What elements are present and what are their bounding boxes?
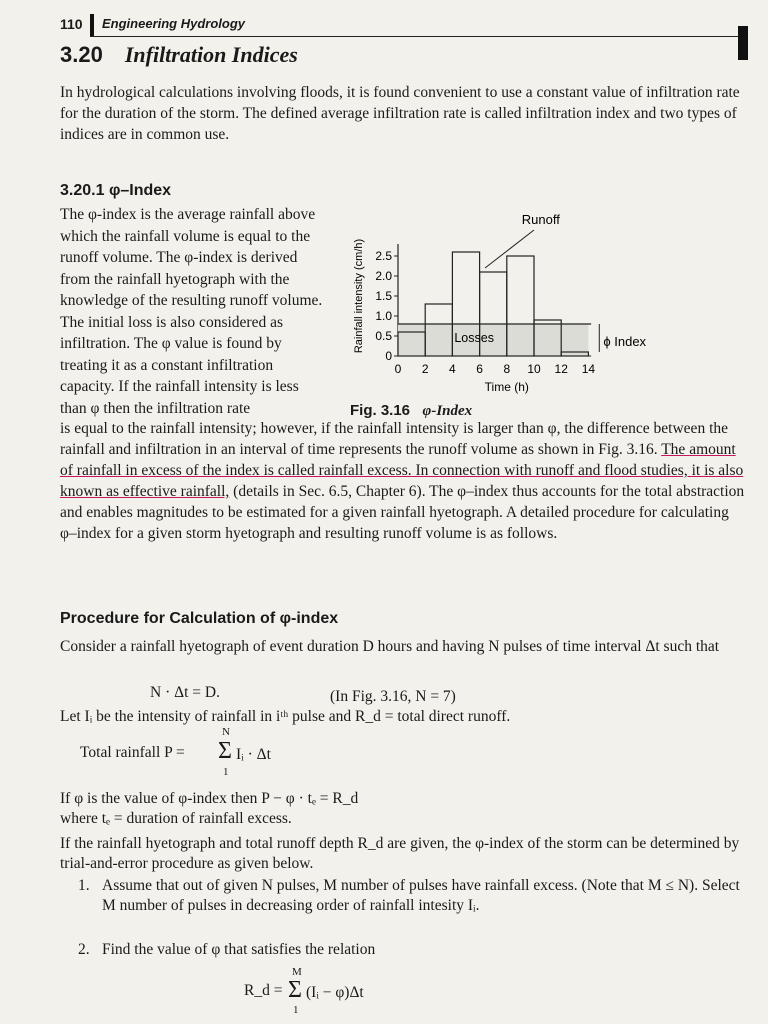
page-header (60, 12, 750, 40)
x-tick-label: 10 (527, 362, 541, 376)
header-bar (90, 14, 94, 36)
losses-label: Losses (454, 331, 494, 345)
x-axis-title: Time (h) (484, 380, 529, 394)
total-rainfall-label: Total rainfall P = (80, 744, 185, 761)
phi-continued-text (60, 418, 745, 544)
continued-part-b: The amount of rainfall in excess of the index is called rainfall excess. (60, 441, 736, 479)
phi-index-figure (346, 206, 746, 406)
final-sum-lower: 1 (293, 1004, 299, 1016)
x-tick-label: 6 (476, 362, 483, 376)
subsection-number: 3.20.1 (60, 182, 105, 199)
total-rainfall-expression: Iᵢ · Δt (236, 746, 271, 763)
figure-caption-label: Fig. 3.16 (350, 402, 411, 419)
section-number: 3.20 (60, 42, 103, 67)
step-2-text: Find the value of φ that satisfies the relation (102, 941, 376, 958)
phi-index-label: ϕ Index (603, 334, 647, 349)
phi-definition-text: The φ-index is the average rainfall above which the rainfall volume is equal to the runoff volume. The φ-index is derived from the rainfall hyetograph with the knowledge of the resulting runoff volume. The initial loss is also considered as infiltration. The φ value is found by treating it as a constant infiltration capacity. If the rainfall intensity is less than φ then the infiltration rate (60, 206, 323, 417)
procedure-line-2: Let Iᵢ be the intensity of rainfall in iᵗʰ pulse and R_d = total direct runoff. (60, 708, 511, 725)
summation-symbol: Σ (218, 738, 232, 764)
procedure-line-1: Consider a rainfall hyetograph of event duration D hours and having N pulses of time interval Δt such that (60, 638, 720, 655)
x-tick-label: 12 (554, 362, 568, 376)
sum-upper-limit: N (222, 726, 230, 738)
header-rule (90, 36, 748, 37)
runoff-arrow (485, 230, 534, 268)
step-2-number: 2. (78, 941, 90, 958)
figure-caption-title: φ-Index (422, 403, 473, 419)
x-tick-label: 14 (581, 362, 596, 376)
where-line: where tₑ = duration of rainfall excess. (60, 810, 292, 827)
subsection-heading (60, 182, 171, 200)
procedure-heading: Procedure for Calculation of φ-index (60, 610, 339, 627)
final-summation-symbol: Σ (288, 977, 302, 1003)
y-tick-label: 2.0 (375, 269, 392, 283)
final-equation-lhs: R_d = (244, 982, 283, 999)
continued-part-d: (details in Sec. 6.5, Chapter 6). The φ–index thus accounts for the total abstraction and enables magnitudes to be estimated for a given rainfall hyetograph. A detailed procedure for calculating φ–index for a given storm hyetograph and resulting runoff volume is as follows. (60, 483, 745, 542)
y-axis-title: Rainfall intensity (cm/h) (353, 238, 365, 354)
y-tick-label: 0 (385, 349, 392, 363)
x-tick-label: 2 (421, 362, 429, 376)
x-tick-label: 0 (394, 362, 402, 376)
section-heading (60, 42, 298, 68)
y-tick-label: 2.5 (375, 249, 392, 263)
trial-error-text: If the rainfall hyetograph and total runoff depth R_d are given, the φ-index of the storm can be determined by trial-and-error procedure as given below. (60, 835, 740, 872)
continued-part-a: is equal to the rainfall intensity; however, if the rainfall intensity is larger than φ, the difference between the rainfall and infiltration in an interval of time represents the runoff volume as shown in Fig. 3.16. (60, 420, 728, 458)
final-sum-upper: M (292, 966, 302, 978)
equation-1: N · Δt = D. (150, 684, 220, 701)
intro-paragraph: In hydrological calculations involving floods, it is found convenient to use a constant value of infiltration rate for the duration of the storm. The defined average infiltration rate is called infiltration index and two types of indices are in common use. (60, 84, 740, 143)
sum-lower-limit: 1 (223, 766, 229, 778)
equation-1-note: (In Fig. 3.16, N = 7) (330, 688, 456, 705)
step-1-number: 1. (78, 877, 90, 894)
final-equation-expression: (Iᵢ − φ)Δt (306, 984, 364, 1001)
phi-relation: If φ is the value of φ-index then P − φ · tₑ = R_d (60, 790, 359, 807)
section-title: Infiltration Indices (124, 42, 298, 67)
running-title: Engineering Hydrology (102, 16, 246, 31)
subsection-title: φ–Index (108, 182, 172, 199)
step-1-text: Assume that out of given N pulses, M number of pulses have rainfall excess. (Note that M ≤ N). Select M number of pulses in decreasing order of rainfall intesity Iᵢ. (102, 877, 740, 914)
y-tick-label: 0.5 (375, 329, 392, 343)
x-tick-label: 8 (503, 362, 511, 376)
chapter-tab (738, 26, 748, 60)
runoff-label: Runoff (521, 212, 560, 227)
x-tick-label: 4 (449, 362, 456, 376)
continued-part-c: In connection with runoff and flood studies, it is also known as effective rainfall, (60, 462, 744, 500)
y-tick-label: 1.5 (375, 289, 392, 303)
page-number: 110 (60, 16, 83, 32)
y-tick-label: 1.0 (375, 309, 392, 323)
